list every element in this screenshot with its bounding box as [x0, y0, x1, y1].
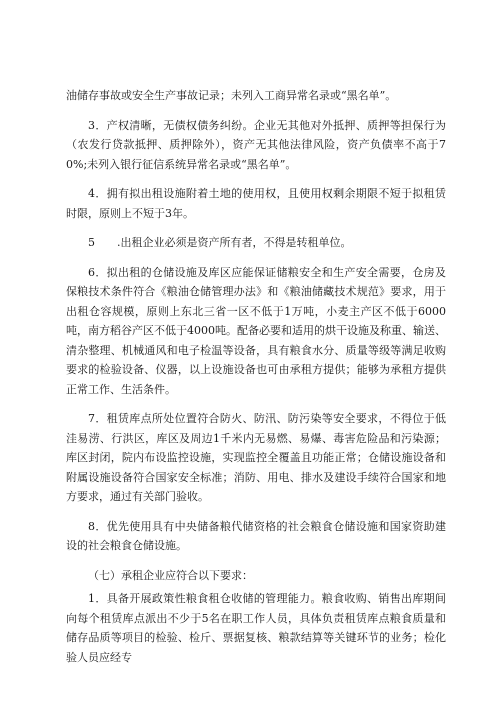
paragraph-item-6: 6．拟出租的仓储设施及库区应能保证储粮安全和生产安全需要，仓房及保粮技术条件符合《粮油仓储管理办法》和《粮油储藏技术规范》要求，用于出租仓容规模，原则上东北三省一区不低于1万吨，小麦主产区不低于6000吨，南方稻谷产区不低于4000吨。配备必要和适用的烘干设施及称重、输送、清杂整理、机械通风和电子检温等设备，具有粮食水分、质量等级等满足收购要求的检验设备、仪器，以上设施设备也可由承租方提供；能够为承租方提供正常工作、生活条件。: [66, 265, 446, 396]
paragraph-item-3: 3．产权清晰，无债权债务纠纷。企业无其他对外抵押、质押等担保行为（农发行贷款抵押、质押除外），资产无其他法律风险，资产负债率不高于70%;未列入银行征信系统异常名录或“黑名单”。: [66, 118, 446, 171]
paragraph-continuation: 油储存事故或安全生产事故记录；未列入工商异常名录或“黑名单”。: [66, 89, 397, 102]
paragraph-item-7: 7．租赁库点所处位置符合防火、防汛、防污染等安全要求，不得位于低洼易涝、行洪区，库区及周边1千米内无易燃、易爆、毒害危险品和污染源；库区封闭，院内布设监控设施，实现监控全覆盖且功能正常；仓储设施设备和附属设施设备符合国家安全标准；消防、用电、排水及建设手续符合国家和地方要求，通过有关部门验收。: [66, 412, 446, 503]
section-heading-lessee-requirements: （七）承租企业应符合以下要求：: [88, 568, 253, 582]
document-body: [66, 86, 446, 677]
paragraph-item-4: 4．拥有拟出租设施附着土地的使用权，且使用权剩余期限不短于拟租赁时限，原则上不短于3年。: [66, 187, 446, 220]
paragraph-item-5: 5 .出租企业必须是资产所有者，不得是转租单位。: [88, 236, 352, 249]
paragraph-item-8: 8．优先使用具有中央储备粮代储资格的社会粮食仓储设施和国家资助建设的社会粮食仓储设施。: [66, 519, 446, 552]
paragraph-lessee-item-1: 1．具备开展政策性粮食租仓收储的管理能力。粮食收购、销售出库期间向每个租赁库点派出不少于5名在职工作人员，具体负责租赁库点粮食质量和储存品质等项目的检验、检斤、票据复核、粮款结算等关键环节的业务；检化验人员应经专: [66, 592, 446, 664]
